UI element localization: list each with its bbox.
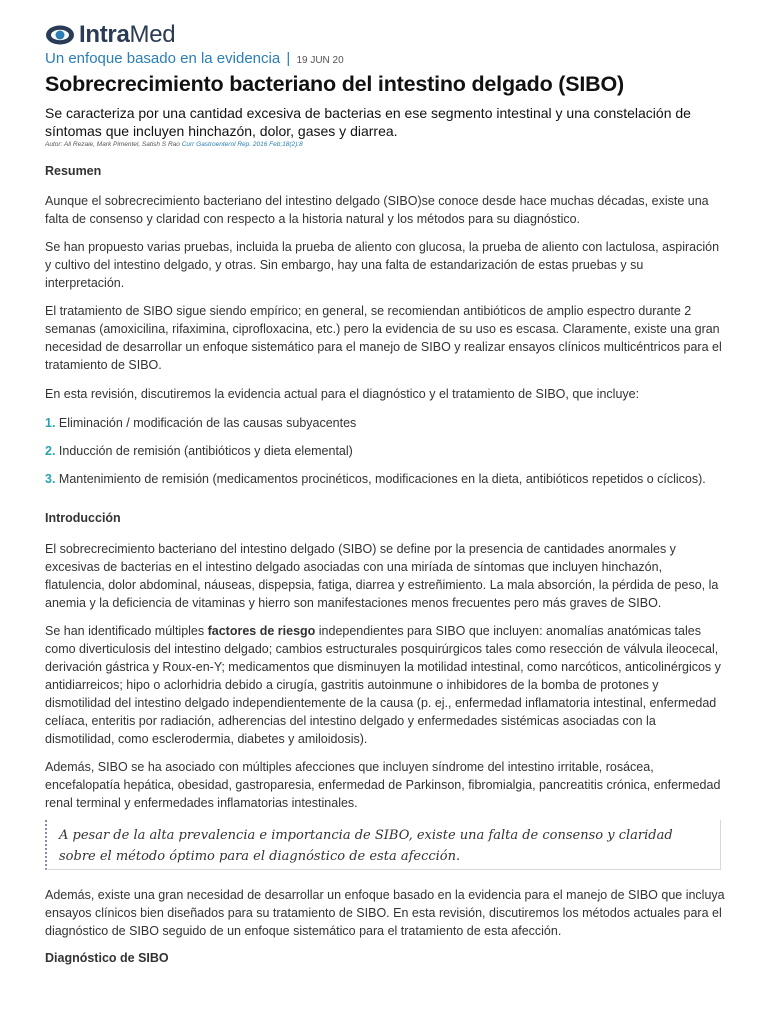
tagline-separator: |: [286, 50, 291, 67]
pull-quote-text: A pesar de la alta prevalencia e importancia de SIBO, existe una falta de consenso y claridad sobre el método óptimo para el diagnóstico de esta afección.: [59, 828, 673, 864]
article-authors: [45, 141, 303, 148]
list-number: 2.: [45, 444, 56, 458]
section-heading-diagnostico: Diagnóstico de SIBO: [45, 951, 169, 965]
list-item: [45, 442, 725, 460]
list-item: [45, 414, 725, 432]
article-subtitle: Se caracteriza por una cantidad excesiva de bacterias en ese segmento intestinal y una constelación de síntomas que incluyen hinchazón, dolor, gases y diarrea.: [45, 105, 691, 139]
author-list: Autor: Ali Rezaie, Mark Pimentel, Satish S Rao: [45, 141, 180, 148]
section-heading-introduccion: Introducción: [45, 511, 121, 525]
list-text: Eliminación / modificación de las causas subyacentes: [58, 416, 357, 430]
logo-wordmark: IntraMed: [79, 21, 176, 48]
list-item: [45, 470, 725, 488]
tagline-text: Un enfoque basado en la evidencia: [45, 50, 281, 67]
intro-paragraph-1: El sobrecrecimiento bacteriano del intestino delgado (SIBO) se define por la presencia de cantidades anormales y excesivas de bacterias en el intestino delgado asociadas con una miríada de síntomas que incluyen hinchazón, flatulencia, dolor abdominal, náuseas, dispepsia, fatiga, diarrea y estreñimiento. La mala absorción, la pérdida de peso, la anemia y la deficiencia de vitaminas y hierro son manifestaciones menos frecuentes pero más graves de SIBO.: [45, 542, 719, 610]
resumen-paragraph-1: Aunque el sobrecrecimiento bacteriano del intestino delgado (SIBO)se conoce desde hace muchas décadas, existe una falta de consenso y claridad con respecto a la historia natural y los métodos para su diagnóstico.: [45, 194, 709, 226]
risk-factors-emphasis: factores de riesgo: [207, 624, 316, 638]
resumen-paragraph-2: Se han propuesto varias pruebas, incluida la prueba de aliento con glucosa, la prueba de aliento con lactulosa, aspiración y cultivo del intestino delgado, y otras. Sin embargo, hay una falta de estandarización de estas pruebas y su interpretación.: [45, 240, 720, 290]
intro-paragraph-4: Además, existe una gran necesidad de desarrollar un enfoque basado en la evidencia para el manejo de SIBO que incluya ensayos clínicos bien diseñados para su tratamiento de SIBO. En esta revisión, discutiremos los métodos actuales para el diagnóstico de SIBO seguido de un enfoque sistemático para el tratamiento de esta afección.: [45, 888, 725, 938]
intramed-logo-icon: [45, 24, 75, 46]
pull-quote: [45, 820, 721, 870]
resumen-paragraph-3: El tratamiento de SIBO sigue siendo empírico; en general, se recomiendan antibióticos de amplio espectro durante 2 semanas (amoxicilina, rifaximina, ciprofloxacina, etc.) pero la evidencia de su uso es escasa. Claramente, existe una gran necesidad de desarrollar un enfoque sistemático para el manejo de SIBO y realizar ensayos clínicos multicéntricos para el tratamiento de SIBO.: [45, 304, 722, 372]
publish-date: 19 JUN 20: [296, 55, 344, 66]
intro-paragraph-3: Además, SIBO se ha asociado con múltiples afecciones que incluyen síndrome del intestino irritable, rosácea, encefalopatía hepática, obesidad, gastroparesia, enfermedad de Parkinson, fibromialgia, pancreatitis crónica, enfermedad renal terminal y enfermedades inflamatorias intestinales.: [45, 760, 721, 810]
article-title: Sobrecrecimiento bacteriano del intestino delgado (SIBO): [45, 72, 624, 96]
list-number: 1.: [45, 416, 56, 430]
section-heading-resumen: Resumen: [45, 164, 102, 178]
header-tagline: [45, 50, 344, 67]
list-text: Inducción de remisión (antibióticos y dieta elemental): [58, 444, 353, 458]
resumen-paragraph-4: En esta revisión, discutiremos la evidencia actual para el diagnóstico y el tratamiento de SIBO, que incluye:: [45, 387, 640, 401]
citation-link[interactable]: Curr Gastroenterol Rep. 2016 Feb;18(2):8: [181, 141, 303, 148]
list-text: Mantenimiento de remisión (medicamentos procinéticos, modificaciones en la dieta, antibióticos repetidos o cíclicos).: [58, 472, 706, 486]
intramed-logo[interactable]: [45, 22, 175, 48]
intro-paragraph-2: Se han identificado múltiples factores de riesgo independientes para SIBO que incluyen: anomalías anatómicas tales como diverticulosis del intestino delgado; cambios estructurales posquirúrgicos tales como resección de válvula ileocecal, derivación gástrica y Roux-en-Y; medicamentos que disminuyen la motilidad intestinal, como narcóticos, anticolinérgicos y antidiarreicos; hipo o aclorhidria debido a cirugía, gastritis autoinmune o inhibidores de la bomba de protones y dismotilidad del intestino delgado independientemente de la causa (p. ej., enfermedad inflamatoria intestinal, enfermedad celíaca, enteritis por radiación, adherencias del intestino delgado y enfermedades sistémicas asociadas con la dismotilidad, como esclerodermia, diabetes y amiloidosis).: [45, 624, 721, 746]
list-number: 3.: [45, 472, 56, 486]
